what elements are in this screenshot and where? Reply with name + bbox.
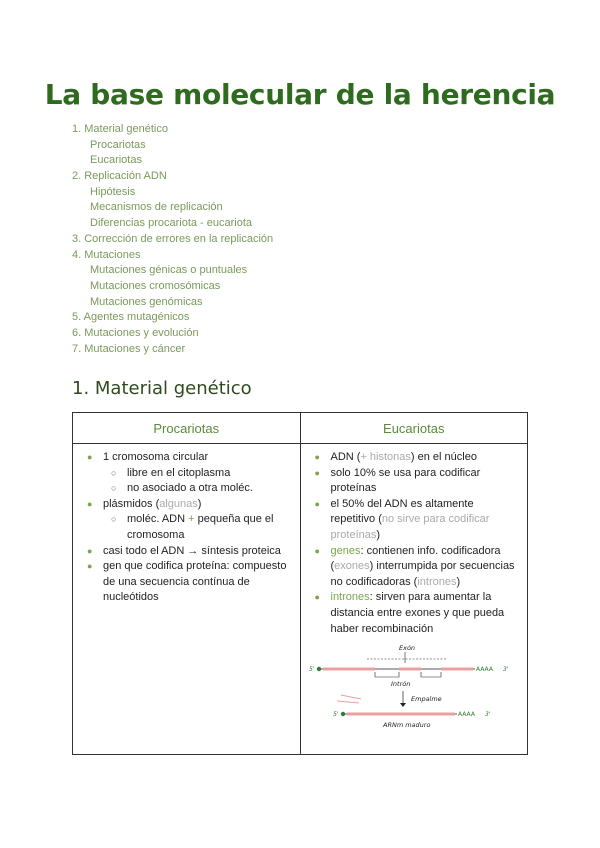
toc-item[interactable]: Diferencias procariota - eucariota bbox=[90, 217, 253, 230]
list-item bbox=[83, 559, 292, 606]
list-item-text: algunas bbox=[159, 497, 198, 510]
excised-intron-2 bbox=[337, 701, 359, 703]
toc-item[interactable]: Mutaciones cromosómicas bbox=[90, 279, 221, 292]
list-item-text: pequeña que el cromosoma bbox=[127, 513, 274, 541]
polya-bottom: AAAA bbox=[457, 711, 475, 719]
toc-item[interactable]: 3. Corrección de errores en la replicación bbox=[72, 232, 274, 245]
fig-label-5-top: 5' bbox=[308, 666, 314, 674]
list-item bbox=[311, 450, 520, 466]
section-heading: 1. Material genético bbox=[72, 378, 252, 399]
list-item-text: ADN ( bbox=[330, 451, 361, 463]
list-item bbox=[83, 497, 292, 513]
procariotas-list bbox=[73, 444, 300, 606]
list-item bbox=[83, 512, 292, 543]
toc-item[interactable]: 6. Mutaciones y evolución bbox=[72, 326, 199, 339]
exon-3 bbox=[441, 668, 473, 671]
toc-item[interactable]: Procariotas bbox=[90, 138, 146, 151]
list-item-text: 1 cromosoma circular bbox=[103, 451, 209, 463]
comparison-table bbox=[72, 412, 528, 755]
excised-intron-1 bbox=[341, 695, 361, 699]
list-item bbox=[311, 497, 520, 544]
list-item bbox=[83, 544, 292, 560]
list-item-text: solo 10% se usa para codificar proteínas bbox=[330, 466, 481, 495]
fig-label-3-bottom: 3' bbox=[484, 711, 490, 719]
fig-label-exon: Exón bbox=[398, 644, 415, 653]
list-item-text: no sirve para codificar proteínas bbox=[330, 513, 490, 541]
exon-1 bbox=[323, 668, 375, 671]
intron-bracket-2 bbox=[421, 672, 441, 677]
list-item-text: moléc. ADN bbox=[127, 513, 189, 526]
fig-label-intron: Intrón bbox=[390, 680, 410, 689]
list-item-text: + histonas bbox=[360, 451, 411, 463]
toc-item[interactable]: Mecanismos de replicación bbox=[90, 201, 223, 214]
list-item-text: ) bbox=[456, 575, 461, 588]
intron-bracket-1 bbox=[375, 672, 399, 677]
list-item-text: gen que codifica proteína: compuesto de una secuencia contínua de nucleótidos bbox=[103, 560, 287, 604]
table-of-contents bbox=[72, 122, 273, 357]
splice-arrowhead bbox=[400, 703, 406, 707]
list-item bbox=[83, 450, 292, 466]
list-item-text: ) bbox=[197, 497, 202, 510]
toc-item[interactable]: 5. Agentes mutagénicos bbox=[72, 311, 190, 324]
list-item-text: ) bbox=[376, 528, 381, 541]
list-item-text: ) interrumpida por secuencias no codificadoras ( bbox=[330, 560, 515, 588]
list-item-text: genes bbox=[330, 544, 361, 557]
toc-item[interactable]: Mutaciones genómicas bbox=[90, 295, 203, 308]
list-item-text: : sirven para aumentar la distancia entre exones y que pueda haber recombinación bbox=[330, 591, 505, 635]
header-procariotas: Procariotas bbox=[73, 413, 301, 444]
list-item-text: : contienen info. codificadora ( bbox=[330, 544, 501, 573]
toc-item[interactable]: 1. Material genético bbox=[72, 123, 168, 135]
list-item bbox=[311, 466, 520, 497]
toc-item[interactable]: 2. Replicación ADN bbox=[72, 170, 167, 183]
list-item-text: + bbox=[188, 513, 195, 526]
list-item-text: libre en el citoplasma bbox=[127, 466, 231, 479]
fig-label-empalme: Empalme bbox=[410, 695, 442, 704]
list-item bbox=[83, 481, 292, 497]
cap-icon-bottom bbox=[340, 712, 344, 716]
mature-exons bbox=[347, 713, 455, 716]
cap-icon bbox=[316, 667, 320, 671]
list-item-text: el 50% del ADN es altamente repetitivo ( bbox=[330, 497, 474, 526]
cell-eucariotas bbox=[300, 444, 528, 755]
toc-item[interactable]: 7. Mutaciones y cáncer bbox=[72, 342, 186, 355]
exon-2 bbox=[399, 668, 421, 671]
list-item-text: exones bbox=[334, 560, 370, 573]
fig-label-arnm: ARNm maduro bbox=[382, 721, 430, 730]
polya-top: AAAA bbox=[475, 666, 493, 674]
toc-item[interactable]: Hipótesis bbox=[90, 185, 136, 198]
list-item-text: intrones bbox=[330, 591, 370, 604]
toc-item[interactable]: 4. Mutaciones bbox=[72, 248, 141, 261]
header-eucariotas: Eucariotas bbox=[300, 413, 528, 444]
fig-label-3-top: 3' bbox=[502, 666, 508, 674]
list-item-text: intrones bbox=[417, 575, 457, 588]
page-title: La base molecular de la herencia bbox=[44, 78, 556, 111]
eucariotas-list bbox=[301, 444, 528, 637]
toc-item[interactable]: Mutaciones génicas o puntuales bbox=[90, 264, 248, 277]
list-item-text: no asociado a otra moléc. bbox=[127, 482, 253, 495]
fig-label-5-bottom: 5' bbox=[332, 711, 338, 719]
list-item bbox=[311, 544, 520, 591]
list-item bbox=[311, 590, 520, 637]
splicing-diagram bbox=[307, 641, 513, 735]
list-item-text: casi todo el ADN → síntesis proteica bbox=[103, 544, 281, 557]
list-item-text: plásmidos ( bbox=[103, 497, 160, 510]
cell-procariotas bbox=[73, 444, 301, 755]
list-item bbox=[83, 466, 292, 482]
toc-item[interactable]: Eucariotas bbox=[90, 154, 142, 167]
list-item-text: ) en el núcleo bbox=[410, 451, 477, 463]
